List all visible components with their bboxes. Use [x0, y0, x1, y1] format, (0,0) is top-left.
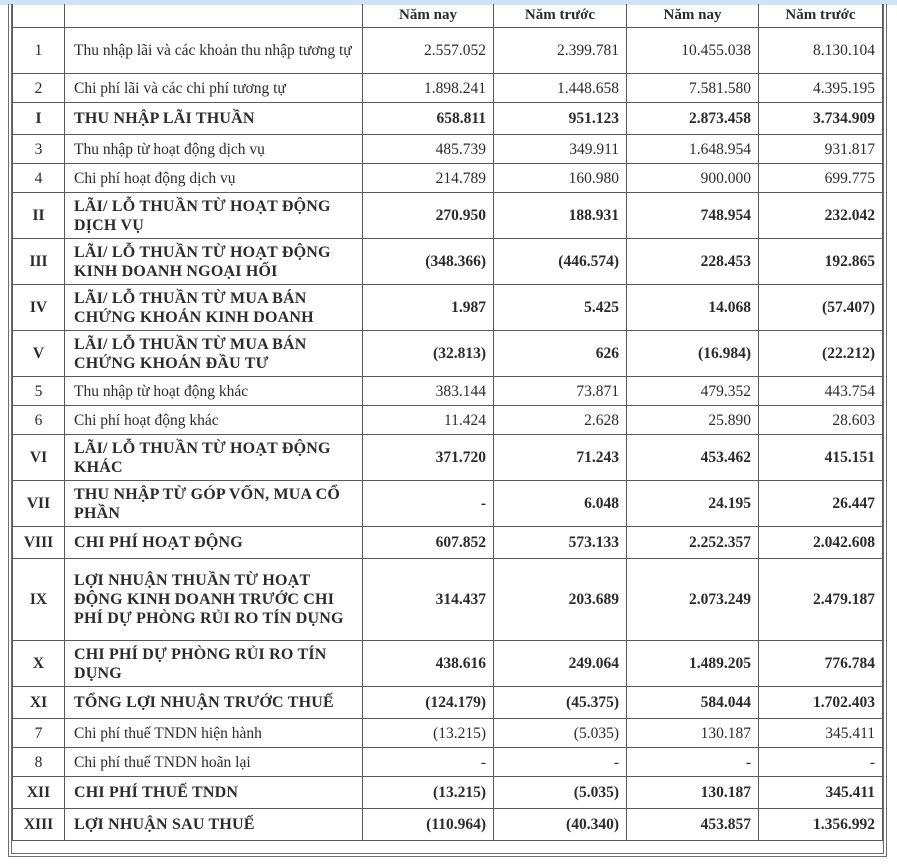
row-number: XIII	[13, 809, 65, 841]
header-this-year-quarter: Năm nay	[363, 4, 494, 28]
value-last-year-cumulative: 26.447	[759, 481, 883, 527]
value-last-year-cumulative: 192.865	[759, 239, 883, 285]
row-number: VIII	[13, 527, 65, 559]
value-this-year-cumulative: 130.187	[627, 777, 759, 809]
row-number: 3	[13, 135, 65, 164]
value-this-year-quarter: 658.811	[363, 103, 494, 135]
value-this-year-quarter: 383.144	[363, 377, 494, 406]
value-this-year-cumulative: 2.873.458	[627, 103, 759, 135]
value-this-year-cumulative: (16.984)	[627, 331, 759, 377]
value-last-year-cumulative: 8.130.104	[759, 28, 883, 74]
table-row	[13, 377, 883, 406]
value-last-year-quarter: (446.574)	[494, 239, 627, 285]
row-label: Chi phí lãi và các chi phí tương tự	[65, 74, 363, 103]
row-label: CHI PHÍ DỰ PHÒNG RỦI RO TÍN DỤNG	[65, 641, 363, 687]
value-last-year-cumulative: 1.702.403	[759, 687, 883, 719]
header-this-year-cumulative: Năm nay	[627, 4, 759, 28]
value-this-year-quarter: (110.964)	[363, 809, 494, 841]
row-label: LÃI/ LỖ THUẦN TỪ HOẠT ĐỘNG DỊCH VỤ	[65, 193, 363, 239]
value-this-year-cumulative: 10.455.038	[627, 28, 759, 74]
table-row	[13, 559, 883, 641]
value-last-year-cumulative: 415.151	[759, 435, 883, 481]
value-this-year-quarter: 314.437	[363, 559, 494, 641]
value-last-year-quarter: (5.035)	[494, 777, 627, 809]
value-this-year-quarter: (13.215)	[363, 719, 494, 748]
value-last-year-quarter: 573.133	[494, 527, 627, 559]
value-last-year-quarter: (40.340)	[494, 809, 627, 841]
value-last-year-cumulative: 345.411	[759, 777, 883, 809]
row-number: IX	[13, 559, 65, 641]
row-number: 5	[13, 377, 65, 406]
table-row	[13, 406, 883, 435]
value-this-year-cumulative: 900.000	[627, 164, 759, 193]
row-label: Thu nhập lãi và các khoản thu nhập tương tự	[65, 28, 363, 74]
row-number: V	[13, 331, 65, 377]
value-this-year-cumulative: 584.044	[627, 687, 759, 719]
table-row	[13, 527, 883, 559]
header-last-year-cumulative: Năm trước	[759, 4, 883, 28]
row-label: TỔNG LỢI NHUẬN TRƯỚC THUẾ	[65, 687, 363, 719]
row-label: LỢI NHUẬN SAU THUẾ	[65, 809, 363, 841]
table-row	[13, 687, 883, 719]
row-number: 4	[13, 164, 65, 193]
value-this-year-quarter: 2.557.052	[363, 28, 494, 74]
value-this-year-quarter: 1.898.241	[363, 74, 494, 103]
row-label: CHI PHÍ THUẾ TNDN	[65, 777, 363, 809]
row-number: I	[13, 103, 65, 135]
value-this-year-quarter: 607.852	[363, 527, 494, 559]
value-last-year-quarter: 71.243	[494, 435, 627, 481]
value-last-year-cumulative: 931.817	[759, 135, 883, 164]
header-last-year-quarter: Năm trước	[494, 4, 627, 28]
value-last-year-cumulative: 3.734.909	[759, 103, 883, 135]
table-row	[13, 809, 883, 841]
value-last-year-cumulative: 443.754	[759, 377, 883, 406]
row-number: XI	[13, 687, 65, 719]
value-this-year-cumulative: 1.648.954	[627, 135, 759, 164]
value-last-year-cumulative: (57.407)	[759, 285, 883, 331]
value-last-year-cumulative: 28.603	[759, 406, 883, 435]
row-label: CHI PHÍ HOẠT ĐỘNG	[65, 527, 363, 559]
value-last-year-quarter: 1.448.658	[494, 74, 627, 103]
table-row	[13, 748, 883, 777]
table-row	[13, 481, 883, 527]
value-last-year-quarter: 6.048	[494, 481, 627, 527]
row-number: 6	[13, 406, 65, 435]
value-last-year-cumulative: 2.479.187	[759, 559, 883, 641]
row-number: 8	[13, 748, 65, 777]
row-label: Chi phí hoạt động dịch vụ	[65, 164, 363, 193]
value-this-year-cumulative: 25.890	[627, 406, 759, 435]
table-row	[13, 28, 883, 74]
value-this-year-quarter: (32.813)	[363, 331, 494, 377]
value-this-year-cumulative: 130.187	[627, 719, 759, 748]
row-label: Chi phí thuế TNDN hiện hành	[65, 719, 363, 748]
table-row	[13, 285, 883, 331]
value-last-year-quarter: 73.871	[494, 377, 627, 406]
value-last-year-quarter: (45.375)	[494, 687, 627, 719]
row-number: XII	[13, 777, 65, 809]
row-number: 7	[13, 719, 65, 748]
value-last-year-quarter: 5.425	[494, 285, 627, 331]
table-row	[13, 719, 883, 748]
table-row	[13, 777, 883, 809]
row-label: Thu nhập từ hoạt động dịch vụ	[65, 135, 363, 164]
row-label: Chi phí thuế TNDN hoãn lại	[65, 748, 363, 777]
value-last-year-cumulative: 776.784	[759, 641, 883, 687]
value-last-year-quarter: 626	[494, 331, 627, 377]
value-this-year-cumulative: 2.073.249	[627, 559, 759, 641]
value-this-year-quarter: 1.987	[363, 285, 494, 331]
value-last-year-quarter: 249.064	[494, 641, 627, 687]
value-this-year-cumulative: 453.462	[627, 435, 759, 481]
value-this-year-quarter: 438.616	[363, 641, 494, 687]
row-number: 2	[13, 74, 65, 103]
value-this-year-quarter: -	[363, 748, 494, 777]
row-label: Chi phí hoạt động khác	[65, 406, 363, 435]
header-item	[65, 4, 363, 28]
value-this-year-quarter: 371.720	[363, 435, 494, 481]
value-last-year-quarter: 160.980	[494, 164, 627, 193]
value-this-year-quarter: (124.179)	[363, 687, 494, 719]
value-this-year-cumulative: 2.252.357	[627, 527, 759, 559]
row-number: X	[13, 641, 65, 687]
value-last-year-cumulative: 2.042.608	[759, 527, 883, 559]
value-last-year-cumulative: 232.042	[759, 193, 883, 239]
value-this-year-cumulative: 453.857	[627, 809, 759, 841]
table-row	[13, 331, 883, 377]
value-this-year-quarter: 270.950	[363, 193, 494, 239]
value-this-year-cumulative: 748.954	[627, 193, 759, 239]
table-row	[13, 135, 883, 164]
header-no	[13, 4, 65, 28]
table-row	[13, 435, 883, 481]
row-label: LÃI/ LỖ THUẦN TỪ HOẠT ĐỘNG KINH DOANH NGOẠI HỐI	[65, 239, 363, 285]
value-last-year-quarter: 188.931	[494, 193, 627, 239]
value-this-year-quarter: (13.215)	[363, 777, 494, 809]
value-last-year-quarter: (5.035)	[494, 719, 627, 748]
value-last-year-cumulative: 1.356.992	[759, 809, 883, 841]
value-this-year-quarter: 485.739	[363, 135, 494, 164]
row-label: LÃI/ LỖ THUẦN TỪ MUA BÁN CHỨNG KHOÁN KINH DOANH	[65, 285, 363, 331]
value-last-year-quarter: 951.123	[494, 103, 627, 135]
value-this-year-cumulative: 479.352	[627, 377, 759, 406]
value-this-year-quarter: (348.366)	[363, 239, 494, 285]
table-row	[13, 239, 883, 285]
row-label: LỢI NHUẬN THUẦN TỪ HOẠT ĐỘNG KINH DOANH TRƯỚC CHI PHÍ DỰ PHÒNG RỦI RO TÍN DỤNG	[65, 559, 363, 641]
row-label: Thu nhập từ hoạt động khác	[65, 377, 363, 406]
row-label: LÃI/ LỖ THUẦN TỪ HOẠT ĐỘNG KHÁC	[65, 435, 363, 481]
table-row	[13, 193, 883, 239]
row-label: THU NHẬP LÃI THUẦN	[65, 103, 363, 135]
value-this-year-quarter: 214.789	[363, 164, 494, 193]
value-last-year-cumulative: -	[759, 748, 883, 777]
value-this-year-cumulative: 1.489.205	[627, 641, 759, 687]
value-last-year-cumulative: 699.775	[759, 164, 883, 193]
value-last-year-quarter: 2.399.781	[494, 28, 627, 74]
value-this-year-cumulative: 24.195	[627, 481, 759, 527]
value-last-year-cumulative: 345.411	[759, 719, 883, 748]
value-this-year-cumulative: 7.581.580	[627, 74, 759, 103]
value-last-year-cumulative: 4.395.195	[759, 74, 883, 103]
header-row	[13, 4, 883, 28]
value-this-year-quarter: -	[363, 481, 494, 527]
row-number: III	[13, 239, 65, 285]
table-row	[13, 164, 883, 193]
row-number: VI	[13, 435, 65, 481]
value-this-year-cumulative: 14.068	[627, 285, 759, 331]
income-statement-table	[12, 4, 883, 841]
row-label: THU NHẬP TỪ GÓP VỐN, MUA CỔ PHẦN	[65, 481, 363, 527]
value-this-year-cumulative: 228.453	[627, 239, 759, 285]
row-number: IV	[13, 285, 65, 331]
value-last-year-quarter: 349.911	[494, 135, 627, 164]
value-last-year-quarter: 2.628	[494, 406, 627, 435]
table-row	[13, 103, 883, 135]
value-this-year-quarter: 11.424	[363, 406, 494, 435]
value-this-year-cumulative: -	[627, 748, 759, 777]
table-row	[13, 641, 883, 687]
value-last-year-cumulative: (22.212)	[759, 331, 883, 377]
table-row	[13, 74, 883, 103]
row-number: II	[13, 193, 65, 239]
value-last-year-quarter: -	[494, 748, 627, 777]
row-label: LÃI/ LỖ THUẦN TỪ MUA BÁN CHỨNG KHOÁN ĐẦU TƯ	[65, 331, 363, 377]
row-number: VII	[13, 481, 65, 527]
value-last-year-quarter: 203.689	[494, 559, 627, 641]
row-number: 1	[13, 28, 65, 74]
